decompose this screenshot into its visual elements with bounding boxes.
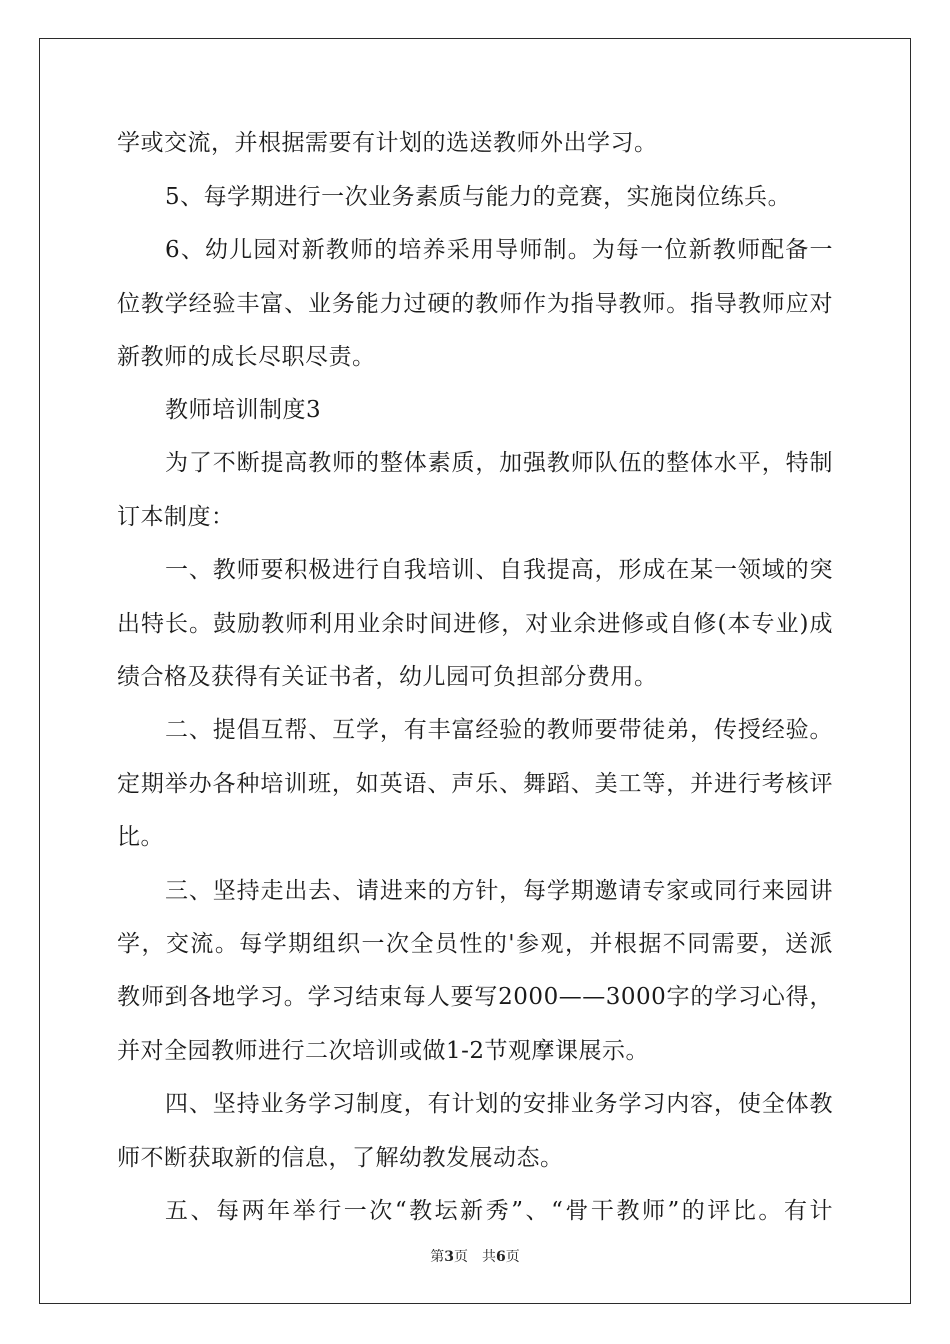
text-line: 教师到各地学习。学习结束每人要写2000——3000字的学习心得， xyxy=(117,984,833,1010)
page-mid: 页 共 xyxy=(454,1249,496,1265)
section-heading: 教师培训制度3 xyxy=(165,397,322,423)
current-page-number: 3 xyxy=(444,1249,454,1265)
text-line: 学或交流，并根据需要有计划的选送教师外出学习。 xyxy=(117,130,658,156)
text-line: 出特长。鼓励教师利用业余时间进修，对业余进修或自修(本专业)成 xyxy=(117,611,833,637)
text-line: 并对全园教师进行二次培训或做1-2节观摩课展示。 xyxy=(117,1038,650,1064)
text-line: 一、教师要积极进行自我培训、自我提高，形成在某一领域的突 xyxy=(165,557,833,583)
text-line: 学，交流。每学期组织一次全员性的'参观，并根据不同需要，送派 xyxy=(117,931,833,957)
page-prefix: 第 xyxy=(430,1249,445,1265)
text-line: 三、坚持走出去、请进来的方针，每学期邀请专家或同行来园讲 xyxy=(165,878,833,904)
text-line: 订本制度： xyxy=(117,504,235,530)
text-line: 定期举办各种培训班，如英语、声乐、舞蹈、美工等，并进行考核评 xyxy=(117,771,833,797)
page-suffix: 页 xyxy=(505,1249,520,1265)
total-page-number: 6 xyxy=(496,1249,506,1265)
text-line: 为了不断提高教师的整体素质，加强教师队伍的整体水平，特制 xyxy=(165,450,833,476)
text-line: 二、提倡互帮、互学，有丰富经验的教师要带徒弟，传授经验。 xyxy=(165,717,833,743)
text-line: 6、幼儿园对新教师的培养采用导师制。为每一位新教师配备一 xyxy=(165,237,833,263)
text-line: 师不断获取新的信息，了解幼教发展动态。 xyxy=(117,1145,564,1171)
text-line: 绩合格及获得有关证书者，幼儿园可负担部分费用。 xyxy=(117,664,658,690)
text-line: 比。 xyxy=(117,824,164,850)
text-line: 新教师的成长尽职尽责。 xyxy=(117,344,376,370)
text-line: 四、坚持业务学习制度，有计划的安排业务学习内容，使全体教 xyxy=(165,1091,833,1117)
text-line: 5、每学期进行一次业务素质与能力的竞赛，实施岗位练兵。 xyxy=(165,184,792,210)
text-line: 位教学经验丰富、业务能力过硬的教师作为指导教师。指导教师应对 xyxy=(117,291,833,317)
text-line: 五、每两年举行一次“教坛新秀”、“骨干教师”的评比。有计 xyxy=(165,1198,833,1224)
page-footer xyxy=(0,1246,950,1266)
